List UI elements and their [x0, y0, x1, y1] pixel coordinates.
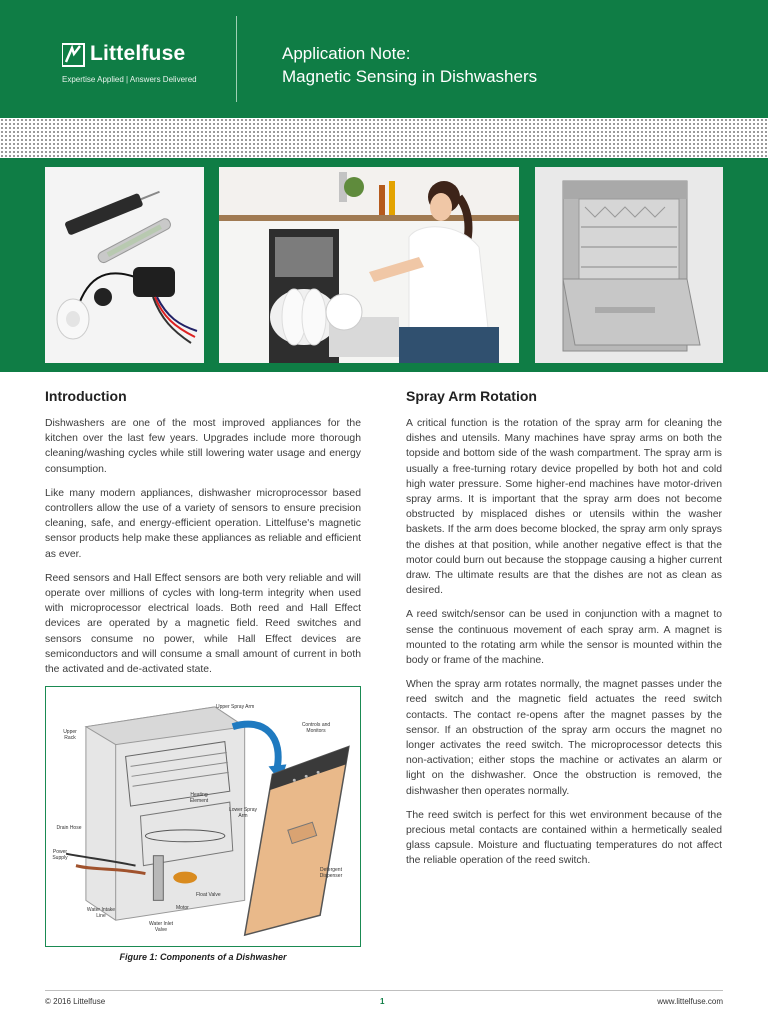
intro-paragraph: Reed sensors and Hall Effect sensors are both very reliable and will operate over millions of cycles with long-term integrity when used with microprocessor electrical loads. Both reed and Hall Effect devices are operated by a magnetic field. Reed switches and sensors consume no power, while Hall Effect devices are semiconductors and will consume a small amount of current in both the activated and de-activated state. [45, 572, 361, 676]
label-drain: Drain Hose [56, 825, 82, 831]
littelfuse-logo-icon [62, 42, 86, 68]
document-title [282, 42, 537, 88]
page-number: 1 [380, 997, 385, 1006]
dot-pattern-band [0, 118, 768, 158]
label-upper-spray-arm: Upper Spray Arm [216, 704, 255, 710]
reed-sensors-photo [45, 167, 204, 363]
footer-copyright: © 2016 Littelfuse [45, 997, 106, 1006]
brand-name: Littelfuse [90, 42, 186, 65]
spray-paragraph: A critical function is the rotation of the spray arm for cleaning the dishes and utensils. Many machines have spray arms on both the topside and bottom side of the wash compartment. The spray arm is usually a free-turning rotary device propelled by both hot and cold high water pressure. Some higher-end machines have motor-driven spray arms. It is important that the spray arm does not become obstructed by misplaced dishes or utensils within the washer baskets. If the arm does become blocked, the spray arm only sprays the dishes at that position, while another negative effect is that the motor could burn out because the stoppage causing a higher current draw. The ultimate results are that the dishes are not as clean as desired. [406, 418, 722, 597]
spray-arm-heading: Spray Arm Rotation [406, 388, 537, 404]
label-power: Power Supply [52, 849, 68, 861]
brand-tagline: Expertise Applied | Answers Delivered [62, 75, 197, 84]
spray-paragraph: The reed switch is perfect for this wet environment because of the precious metal contacts are contained within a hermetically sealed glass capsule. Moisture and fluctuating temperatures do not affect the reliable operation of the reed switch. [406, 809, 722, 867]
stainless-dishwasher-photo [535, 167, 723, 363]
label-motor: Motor [176, 905, 189, 911]
spray-paragraph: A reed switch/sensor can be used in conjunction with a magnet to sense the continuous movement of each spray arm. A magnet is mounted to the rotating arm while the sensor is mounted within the body or frame of the machine. [406, 609, 722, 667]
title-line-1: Application Note: [282, 44, 411, 63]
littelfuse-logo [62, 42, 222, 88]
label-heating: Heating Element [189, 792, 209, 804]
label-float: Float Valve [196, 892, 221, 898]
woman-loading-dishwasher-photo [219, 167, 519, 363]
label-intake: Water Intake Line [86, 907, 116, 919]
spray-arm-section [406, 386, 722, 878]
spray-paragraph: When the spray arm rotates normally, the magnet passes under the reed switch and the magnetic field actuates the reed switch contacts. The contact re-opens after the magnet passes by the sensor. If an obstruction of the spray arm occurs the magnet no longer activates the reed switch. The microprocessor detects this non-activation; either stops the machine or activates an alarm or light on the dishwasher. Once the obstruction is removed, the dishwasher then operates normally. [406, 679, 722, 797]
header-banner [0, 0, 768, 118]
introduction-section [45, 386, 361, 686]
footer-website-link[interactable]: www.littelfuse.com [657, 997, 723, 1006]
introduction-heading: Introduction [45, 388, 127, 404]
footer-rule [45, 990, 723, 991]
label-detergent: Detergent Dispenser [319, 867, 343, 879]
intro-paragraph: Like many modern appliances, dishwasher microprocessor based controllers allow the use of a variety of sensors to ensure precision cleaning, safe, and energy-efficient operation. Littelfuse's magnetic sensor products help make these appliances as reliable and efficient as ever. [45, 487, 361, 560]
label-inlet: Water Inlet Valve [149, 921, 173, 933]
intro-paragraph: Dishwashers are one of the most improved appliances for the kitchen over the last few years. Upgrades include more thorough cleaning/washing cycles while still lowering water usage and energy consumption. [45, 418, 361, 475]
header-divider [236, 16, 237, 102]
label-controls: Controls and Monitors [301, 722, 331, 734]
label-upper-rack: Upper Rack [63, 729, 77, 741]
dishwasher-components-figure [45, 686, 361, 947]
title-line-2: Magnetic Sensing in Dishwashers [282, 67, 538, 86]
label-lower-spray: Lower Spray Arm [228, 807, 258, 819]
figure-caption: Figure 1: Components of a Dishwasher [119, 952, 287, 962]
